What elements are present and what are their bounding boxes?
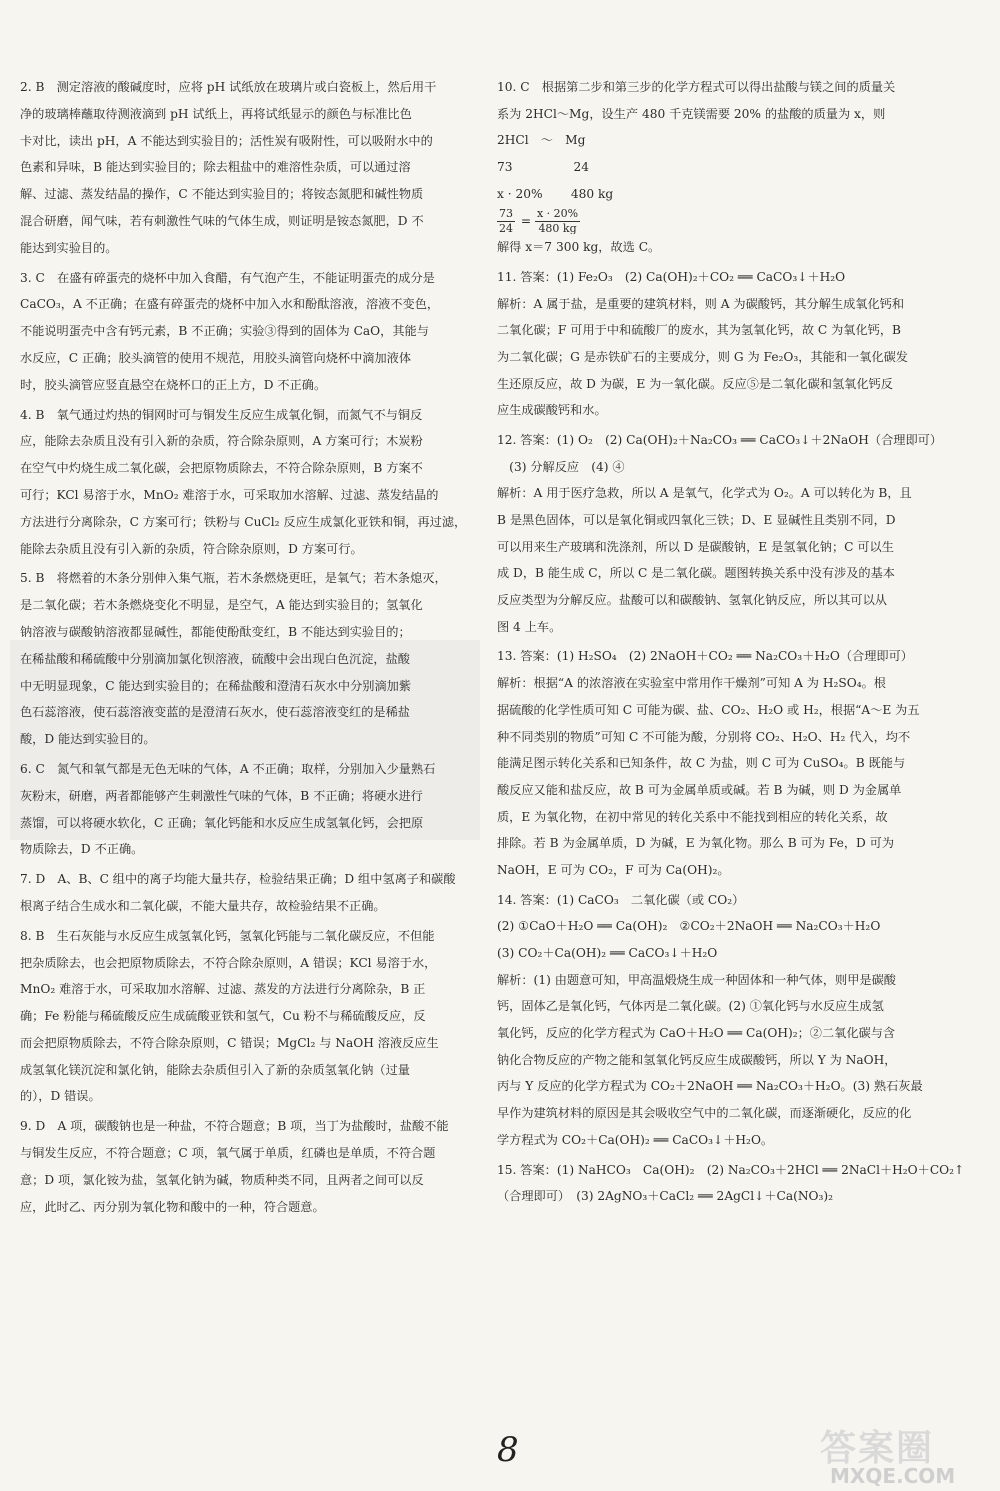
text-line: 是二氧化碳；若木条燃烧变化不明显，是空气，A 能达到实验目的；氢氧化 [20, 598, 423, 613]
text-line: 钙，固体乙是氧化钙，气体丙是二氧化碳。(2) ①氧化钙与水反应生成氢 [497, 999, 884, 1014]
text-line: 而会把原物质除去，不符合除杂原则，C 错误；MgCl₂ 与 NaOH 溶液反应生 [20, 1035, 439, 1050]
text-line: 根离子结合生成水和二氧化碳，不能大量共存，故检验结果不正确。 [20, 898, 386, 913]
text-line: 解、过滤、蒸发结晶的操作，C 不能达到实验目的；将铵态氮肥和碱性物质 [20, 187, 424, 202]
text-line: 钠溶液与碳酸钠溶液都显碱性，都能使酚酞变红，B 不能达到实验目的； [20, 624, 411, 639]
text-line: 时，胶头滴管应竖直悬空在烧杯口的正上方，D 不正确。 [20, 377, 327, 392]
text-line: 种不同类别的物质”可知 C 不可能为酸，分别将 CO₂、H₂O、H₂ 代入，均不 [497, 729, 911, 744]
text-line: 解得 x＝7 300 kg，故选 C。 [497, 240, 661, 255]
text-line: 生还原反应，故 D 为碳，E 为一氧化碳。反应⑤是二氧化碳和氢氧化钙反 [497, 376, 893, 391]
text-line: 可行；KCl 易溶于水，MnO₂ 难溶于水，可采取加水溶解、过滤、蒸发结晶的 [20, 487, 439, 502]
text-line: 解析：(1) 由题意可知，甲高温煅烧生成一种固体和一种气体，则甲是碳酸 [497, 972, 896, 987]
text-line: 73 24 [497, 160, 589, 175]
text-line: 灰粉末，研磨，两者都能够产生刺激性气味的气体，B 不正确；将硬水进行 [20, 788, 423, 803]
fraction-equation [497, 207, 973, 234]
text-line: 11. 答案：(1) Fe₂O₃ (2) Ca(OH)₂＋CO₂ ══ CaCO₃↓＋H₂O [497, 269, 846, 284]
equals-sign: = [520, 214, 532, 229]
text-line: 排除。若 B 为金属单质，D 为碱，E 为氧化物。那么 B 可为 Fe，D 可为 [497, 836, 895, 851]
text-line: 学方程式为 CO₂＋Ca(OH)₂ ══ CaCO₃↓＋H₂O。 [497, 1132, 774, 1147]
text-line: 4. B 氧气通过灼热的铜网时可与铜发生反应生成氧化铜，而氮气不与铜反 [20, 407, 423, 422]
text-line: 确；Fe 粉能与稀硫酸反应生成硫酸亚铁和氢气，Cu 粉不与稀硫酸反应，反 [20, 1009, 426, 1024]
watermark-text: 答案圈 [820, 1428, 935, 1469]
text-line: 水反应，C 正确；胶头滴管的使用不规范，用胶头滴管向烧杯中滴加液体 [20, 350, 412, 365]
fraction-right [535, 207, 580, 234]
text-line: 不能说明蛋壳中含有钙元素，B 不正确；实验③得到的固体为 CaO，其能与 [20, 324, 429, 339]
text-line: 解析：A 属于盐，是重要的建筑材料，则 A 为碳酸钙，其分解生成氧化钙和 [497, 296, 905, 311]
text-line: 成氢氧化镁沉淀和氯化钠，能除去杂质但引入了新的杂质氢氧化钠（过量 [20, 1062, 410, 1077]
text-line: 应生成碳酸钙和水。 [497, 403, 607, 418]
text-line: 中无明显现象，C 能达到实验目的；在稀盐酸和澄清石灰水中分别滴加紫 [20, 678, 412, 693]
watermark-logo [820, 1420, 990, 1490]
text-line: (3) CO₂＋Ca(OH)₂ ══ CaCO₃↓＋H₂O [497, 946, 718, 960]
text-line: 应，能除去杂质且没有引入新的杂质，符合除杂原则，A 方案可行；木炭粉 [20, 434, 423, 449]
text-line: 把杂质除去，也会把原物质除去，不符合除杂原则，A 错误；KCl 易溶于水， [20, 955, 437, 970]
text-line: (2) ①CaO＋H₂O ══ Ca(OH)₂ ②CO₂＋2NaOH ══ Na₂CO₃＋H₂O [497, 919, 881, 934]
text-line: 混合研磨，闻气味，若有刺激性气味的气体生成，则证明是铵态氮肥，D 不 [20, 213, 424, 228]
text-line: 酸，D 能达到实验目的。 [20, 732, 156, 747]
text-line: 物质除去，D 不正确。 [20, 842, 144, 857]
text-line: (3) 分解反应 (4) ④ [497, 459, 625, 474]
text-line: 氧化钙，反应的化学方程式为 CaO＋H₂O ══ Ca(OH)₂；②二氧化碳与含 [497, 1026, 896, 1041]
text-line: 2. B 测定溶液的酸碱度时，应将 pH 试纸放在玻璃片或白瓷板上，然后用干 [20, 80, 437, 94]
text-line: 在空气中灼烧生成二氧化碳，会把原物质除去，不符合除杂原则，B 方案不 [20, 461, 423, 476]
text-line: 2HCl ～ Mg [497, 133, 586, 148]
text-line: x · 20% 480 kg [497, 186, 614, 201]
text-line: 蒸馏，可以将硬水软化，C 正确；氧化钙能和水反应生成氢氧化钙，会把原 [20, 815, 424, 830]
text-line: （合理即可） (3) 2AgNO₃＋CaCl₂ ══ 2AgCl↓＋Ca(NO₃)₂ [497, 1189, 834, 1204]
text-line: 能达到实验目的。 [20, 240, 118, 255]
text-line: 色素和异味，B 能达到实验目的；除去粗盐中的难溶性杂质，可以通过溶 [20, 160, 411, 175]
text-line: 应，此时乙、丙分别为氧化物和酸中的一种，符合题意。 [20, 1199, 325, 1214]
text-line: 14. 答案：(1) CaCO₃ 二氧化碳（或 CO₂） [497, 892, 745, 907]
text-line: 10. C 根据第二步和第三步的化学方程式可以得出盐酸与镁之间的质量关 [497, 80, 896, 94]
text-line: 方法进行分离除杂，C 方案可行；铁粉与 CuCl₂ 反应生成氯化亚铁和铜，再过滤， [20, 514, 467, 529]
text-line: 在稀盐酸和稀硫酸中分别滴加氯化钡溶液，硫酸中会出现白色沉淀，盐酸 [20, 651, 410, 666]
fraction-right-denominator: 480 kg [538, 222, 577, 235]
text-line: 7. D A、B、C 组中的离子均能大量共存，检验结果正确；D 组中氢离子和碳酸 [20, 872, 456, 887]
text-line: 净的玻璃棒蘸取待测液滴到 pH 试纸上，再将试纸显示的颜色与标准比色 [20, 106, 412, 121]
text-line: 系为 2HCl～Mg，设生产 480 千克镁需要 20% 的盐酸的质量为 x，则 [497, 106, 886, 121]
text-line: 据硫酸的化学性质可知 C 可能为碳、盐、CO₂、H₂O 或 H₂，根据“A～E 为五 [497, 702, 920, 717]
text-line: 为二氧化碳；G 是赤铁矿石的主要成分，则 G 为 Fe₂O₃，其能和一氧化碳发 [497, 349, 908, 364]
text-line: 意；D 项，氯化铵为盐，氢氧化钠为碱，物质种类不同，且两者之间可以反 [20, 1172, 424, 1187]
watermark-url: MXQE.COM [830, 1464, 956, 1488]
text-line: 色石蕊溶液，使石蕊溶液变蓝的是澄清石灰水，使石蕊溶液变红的是稀盐 [20, 705, 410, 720]
text-line: 9. D A 项，碳酸钠也是一种盐，不符合题意；B 项，当丁为盐酸时，盐酸不能 [20, 1119, 449, 1134]
text-line: MnO₂ 难溶于水，可采取加水溶解、过滤、蒸发的方法进行分离除杂，B 正 [20, 982, 426, 997]
text-line: NaOH，E 可为 CO₂，F 可为 Ca(OH)₂。 [497, 862, 730, 877]
text-line: 二氧化碳；F 可用于中和硫酸厂的废水，其为氢氧化钙，故 C 为氧化钙，B [497, 323, 901, 338]
text-line: 3. C 在盛有碎蛋壳的烧杯中加入食醋，有气泡产生，不能证明蛋壳的成分是 [20, 270, 435, 285]
text-line: 卡对比，读出 pH，A 不能达到实验目的；活性炭有吸附性，可以吸附水中的 [20, 133, 433, 148]
text-line: 与铜发生反应，不符合题意；C 项，氧气属于单质，红磷也是单质，不符合题 [20, 1146, 436, 1161]
right-column [497, 74, 973, 1210]
left-column [20, 74, 490, 1220]
text-line: 8. B 生石灰能与水反应生成氢氧化钙，氢氧化钙能与二氧化碳反应，不但能 [20, 928, 435, 943]
text-line: 可以用来生产玻璃和洗涤剂，所以 D 是碳酸钠，E 是氢氧化钠；C 可以生 [497, 539, 894, 554]
text-line: 图 4 上车。 [497, 619, 562, 634]
text-line: 能满足图示转化关系和已知条件，故 C 为盐，则 C 可为 CuSO₄。B 既能与 [497, 756, 906, 771]
page-number: 8 [497, 1430, 519, 1470]
text-line: 成 D，B 能生成 C，所以 C 是二氧化碳。题图转换关系中没有涉及的基本 [497, 566, 895, 581]
text-line: 15. 答案：(1) NaHCO₃ Ca(OH)₂ (2) Na₂CO₃＋2HCl ══ 2NaCl＋H₂O＋CO₂↑ [497, 1162, 965, 1177]
text-line: 解析：A 用于医疗急救，所以 A 是氧气，化学式为 O₂。A 可以转化为 B，且 [497, 486, 912, 501]
fraction-left [497, 207, 515, 234]
text-line: CaCO₃，A 不正确；在盛有碎蛋壳的烧杯中加入水和酚酞溶液，溶液不变色， [20, 297, 440, 312]
fraction-right-numerator: x · 20% [536, 207, 579, 221]
text-line: 质，E 为氧化物，在初中常见的转化关系中不能找到相应的转化关系，故 [497, 809, 888, 824]
fraction-left-numerator: 73 [499, 207, 513, 221]
text-line: 能除去杂质且没有引入新的杂质，符合除杂原则，D 方案可行。 [20, 541, 363, 556]
text-line: 5. B 将燃着的木条分别伸入集气瓶，若木条燃烧更旺，是氧气；若木条熄灭， [20, 571, 447, 586]
text-line: 酸反应又能和盐反应，故 B 可为金属单质或碱。若 B 为碱，则 D 为金属单 [497, 782, 902, 797]
text-line: 解析：根据“A 的浓溶液在实验室中常用作干燥剂”可知 A 为 H₂SO₄。根 [497, 676, 886, 691]
text-line: 早作为建筑材料的原因是其会吸收空气中的二氧化碳，而逐渐硬化，反应的化 [497, 1106, 912, 1121]
fraction-left-denominator: 24 [499, 222, 513, 235]
text-line: B 是黑色固体，可以是氧化铜或四氧化三铁；D、E 显碱性且类别不同，D [497, 513, 896, 527]
text-line: 的），D 错误。 [20, 1089, 101, 1104]
text-line: 13. 答案：(1) H₂SO₄ (2) 2NaOH＋CO₂ ══ Na₂CO₃＋H₂O（合理即可） [497, 649, 913, 664]
text-line: 12. 答案：(1) O₂ (2) Ca(OH)₂＋Na₂CO₃ ══ CaCO₃↓＋2NaOH（合理即可） [497, 432, 943, 447]
text-line: 反应类型为分解反应。盐酸可以和碳酸钠、氢氧化钠反应，所以其可以从 [497, 593, 887, 608]
text-line: 6. C 氮气和氧气都是无色无味的气体，A 不正确；取样，分别加入少量熟石 [20, 761, 436, 776]
text-line: 钠化合物反应的产物之能和氢氧化钙反应生成碳酸钙，所以 Y 为 NaOH， [497, 1052, 897, 1067]
text-line: 丙与 Y 反应的化学方程式为 CO₂＋2NaOH ══ Na₂CO₃＋H₂O。(3) 熟石灰最 [497, 1079, 923, 1094]
